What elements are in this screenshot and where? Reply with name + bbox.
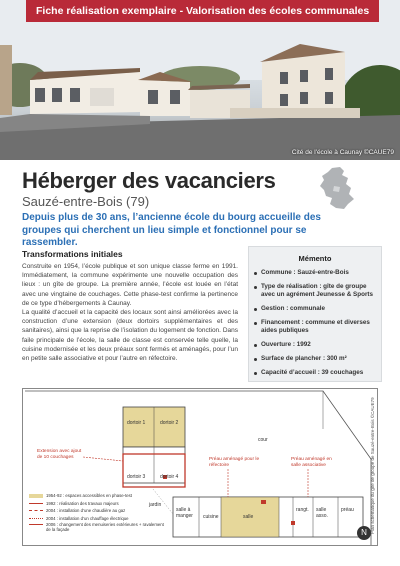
transformations-heading: Transformations initiales bbox=[22, 249, 123, 259]
note-preau-asso: Préau aménagé en salle associative bbox=[291, 457, 332, 468]
page-title: Héberger des vacanciers bbox=[22, 168, 276, 193]
legend-label: 2006 : changement des menuiseries extérieures + ravalement de la façade bbox=[46, 522, 164, 532]
paragraph-2: La qualité d’accueil et la capacité des locaux sont ainsi améliorées avec la construction d’une extension (deux dortoirs supplémentaires et des sanitaires), ainsi que la reprise de l’isolation du logement de fonction. Dans faile principale de l’école, la salle de classe est conservée telle quelle, la cuisine modernisée et les deux préaux sont fermés et aménagés, pour l’un en petite salle associative et pour l’autre en réfectoire. bbox=[22, 309, 238, 363]
legend-label: 1954-92 : espaces accessibles en phase-test bbox=[46, 493, 132, 499]
memento-item: Type de réalisation : gîte de groupe avec un agrément Jeunesse & Sports bbox=[261, 283, 373, 298]
intro-text: Depuis plus de 30 ans, l’ancienne école du bourg accueille des groupes qui cherchent un lieu simple et fonctionnel pour se rassembler. bbox=[22, 212, 321, 248]
room-label: salle à manger bbox=[176, 507, 193, 519]
note-extension: Extension avec ajout de 10 couchages bbox=[37, 449, 82, 460]
legend-swatch bbox=[29, 518, 43, 519]
room-label: dortoir 2 bbox=[160, 420, 179, 426]
page-subtitle: Sauzé-entre-Bois (79) bbox=[22, 194, 150, 209]
memento-title: Mémento bbox=[298, 254, 332, 263]
room-label: salle asso. bbox=[316, 507, 328, 519]
plan-credit: Plan schématique du gîte de groupe de Sauzé-entre-Bois ©CAUE79 bbox=[370, 397, 375, 534]
legend-item bbox=[29, 515, 166, 523]
header-banner: Fiche réalisation exemplaire - Valorisation des écoles communales bbox=[26, 0, 379, 22]
memento-box bbox=[248, 246, 382, 382]
legend-label: 1992 : réalisation des travaux majeurs bbox=[46, 500, 119, 506]
memento-item: Ouverture : 1992 bbox=[261, 341, 375, 349]
memento-item: Gestion : communale bbox=[261, 305, 375, 313]
school-photo-illustration bbox=[0, 0, 400, 160]
memento-item: Capacité d’accueil : 39 couchages bbox=[261, 369, 375, 377]
memento-item: Surface de plancher : 300 m² bbox=[261, 355, 375, 363]
compass-icon: N bbox=[357, 526, 371, 540]
department-map-icon bbox=[318, 166, 358, 210]
memento-item: Commune : Sauzé-entre-Bois bbox=[261, 269, 375, 277]
paragraph-1: Construite en 1954, l’école publique et son unique classe ferme en 1991. Immédiatement, la commune expérimente une nouvelle occupation des lieux : un gîte de groupe. La première année, l’école est louée en l’état avec une vingtaine de couchages. Cette phase-test confirme la pertinence de ce type d’hébergements à Caunay. bbox=[22, 263, 238, 307]
floor-plan bbox=[22, 388, 378, 546]
legend-item bbox=[29, 522, 166, 533]
note-preau-refectoire: Préau aménagé pour le réfectoire bbox=[209, 457, 260, 468]
legend-item bbox=[29, 507, 166, 515]
plan-legend bbox=[29, 492, 166, 533]
room-label: dortoir 4 bbox=[160, 474, 179, 480]
legend-swatch bbox=[29, 503, 43, 504]
room-label: rangt. bbox=[296, 507, 309, 513]
legend-swatch bbox=[29, 524, 43, 525]
room-label: jardin bbox=[149, 502, 162, 508]
legend-item bbox=[29, 492, 166, 500]
photo-credit: Cité de l'école à Caunay ©CAUE79 bbox=[291, 149, 394, 156]
legend-swatch bbox=[29, 494, 43, 498]
header-photo bbox=[0, 0, 400, 160]
memento-item: Financement : commune et diverses aides publiques bbox=[261, 319, 375, 335]
legend-label: 2004 : installation d’un chauffage électrique bbox=[46, 515, 129, 521]
room-label: dortoir 1 bbox=[127, 420, 146, 426]
memento-list bbox=[261, 269, 375, 377]
room-label: salle bbox=[243, 514, 254, 520]
room-label: cuisine bbox=[203, 514, 219, 520]
legend-swatch bbox=[29, 510, 43, 511]
room-label: cour bbox=[258, 437, 268, 443]
room-label: dortoir 3 bbox=[127, 474, 146, 480]
legend-item bbox=[29, 500, 166, 508]
legend-label: 2004 : installation d’une chaudière au gaz bbox=[46, 508, 126, 514]
room-label: préau bbox=[341, 507, 354, 513]
